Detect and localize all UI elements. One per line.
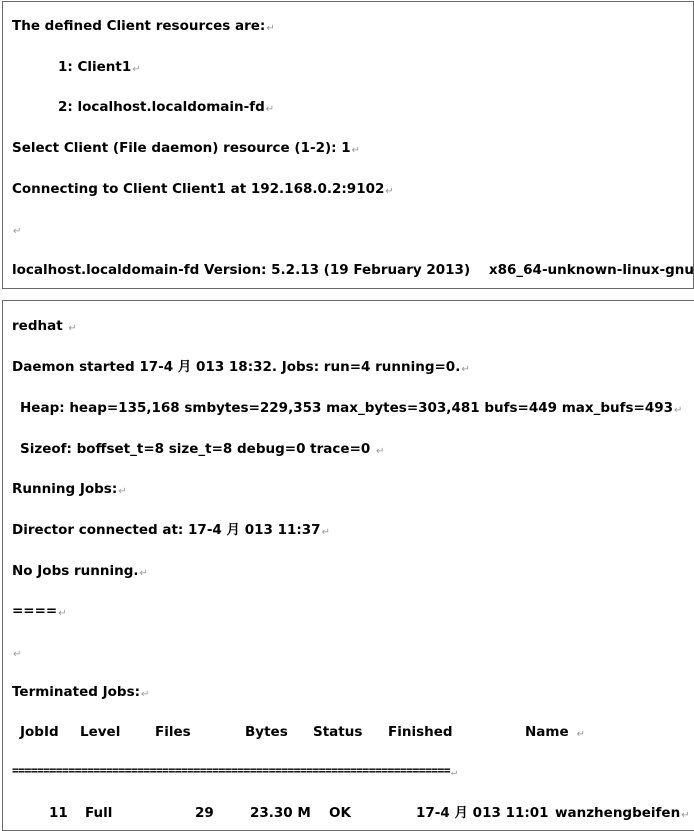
text-line — [12, 358, 470, 376]
paragraph-mark-icon: ↵ — [321, 527, 330, 538]
cell-level: Full — [85, 805, 113, 821]
cell-name — [555, 804, 690, 822]
column-header-bytes: Bytes — [245, 724, 288, 740]
column-header-status: Status — [313, 724, 363, 740]
text-line — [58, 98, 274, 116]
text-line — [12, 602, 67, 620]
line-text: Director connected at: 17-4 月 013 11:37 — [12, 522, 321, 538]
version-line — [12, 261, 694, 279]
line-text: Running Jobs: — [12, 481, 118, 497]
cell-status: OK — [329, 805, 351, 821]
text-line — [20, 440, 384, 458]
paragraph-mark-icon: ↵ — [385, 186, 394, 197]
paragraph-mark-icon: ↵ — [681, 810, 690, 821]
paragraph-mark-icon: ↵ — [266, 23, 275, 34]
text-line — [12, 180, 394, 198]
line-text: Select Client (File daemon) resource (1-2): 1 — [12, 140, 351, 156]
cell-files: 29 — [195, 805, 214, 821]
text-line — [58, 58, 141, 76]
paragraph-mark-icon: ↵ — [461, 364, 470, 375]
column-header-jobid: JobId — [20, 724, 59, 740]
text-line — [12, 643, 21, 661]
paragraph-mark-icon: ↵ — [141, 689, 150, 700]
line-text: wanzhengbeifen — [555, 805, 681, 821]
text-line — [12, 139, 360, 157]
text-line — [12, 562, 148, 580]
text-line — [20, 399, 682, 417]
line-text: Sizeof: boffset_t=8 size_t=8 debug=0 trace=0 — [20, 441, 375, 457]
line-text: redhat — [12, 318, 68, 334]
text-line — [12, 317, 77, 335]
text-line — [12, 521, 330, 539]
column-header-level: Level — [80, 724, 121, 740]
cell-finished: 17-4 月 013 11:01 — [416, 805, 549, 821]
cell-jobid: 11 — [49, 805, 68, 821]
paragraph-mark-icon: ↵ — [118, 486, 127, 497]
line-text: ====================================================================== — [12, 763, 451, 777]
line-text: Name — [525, 724, 569, 740]
line-text: Connecting to Client Client1 at 192.168.0.2:9102 — [12, 181, 385, 197]
paragraph-mark-icon: ↵ — [265, 104, 275, 115]
line-text: The defined Client resources are: — [12, 18, 266, 34]
text-line — [12, 17, 275, 35]
paragraph-mark-icon: ↵ — [674, 405, 683, 416]
line-text: 2: localhost.localdomain-fd — [58, 99, 265, 115]
cell-bytes: 23.30 M — [250, 805, 311, 821]
text-line — [12, 683, 149, 701]
line-text: Heap: heap=135,168 smbytes=229,353 max_bytes=303,481 bufs=449 max_bufs=493 — [20, 400, 674, 416]
paragraph-mark-icon: ↵ — [351, 145, 361, 156]
line-text: ==== — [12, 603, 58, 619]
line-text: Terminated Jobs: — [12, 684, 141, 700]
status-client-panel — [2, 300, 694, 831]
paragraph-mark-icon: ↵ — [451, 767, 457, 778]
paragraph-mark-icon: ↵ — [576, 729, 586, 740]
text-line — [12, 480, 127, 498]
paragraph-mark-icon: ↵ — [132, 64, 141, 75]
paragraph-mark-icon: ↵ — [13, 226, 22, 237]
text-line — [12, 220, 21, 238]
paragraph-mark-icon: ↵ — [139, 568, 148, 579]
paragraph-mark-icon: ↵ — [375, 446, 385, 457]
paragraph-mark-icon: ↵ — [13, 649, 22, 660]
client-selection-panel — [2, 1, 694, 289]
line-text: No Jobs running. — [12, 563, 139, 579]
column-header-name — [525, 723, 585, 741]
line-text: 1: Client1 — [58, 59, 132, 75]
paragraph-mark-icon: ↵ — [58, 608, 67, 619]
column-header-files: Files — [155, 724, 191, 740]
line-text: Daemon started 17-4 月 013 18:32. Jobs: run=4 running=0. — [12, 359, 461, 375]
column-header-finished: Finished — [388, 724, 453, 740]
table-separator — [12, 761, 456, 782]
line-text: localhost.localdomain-fd Version: 5.2.13 (19 February 2013) x86_64-unknown-linux-gnu — [12, 262, 694, 278]
paragraph-mark-icon: ↵ — [68, 323, 77, 334]
